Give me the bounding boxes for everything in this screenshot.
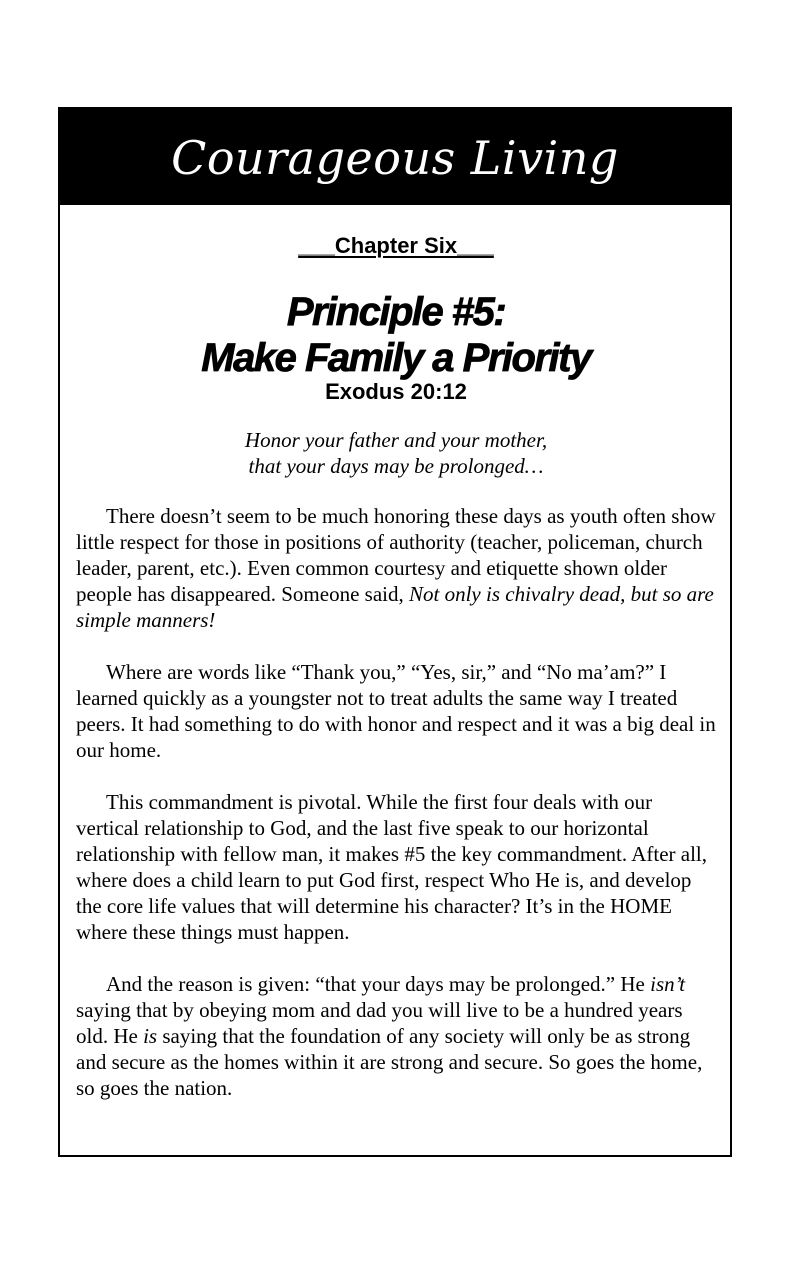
chapter-heading [76, 233, 716, 259]
scripture-verse [76, 427, 716, 479]
paragraph-4-part-e: saying that the foundation of any society will only be as strong and secure as the homes within it are strong and secure. So goes the home, so goes the nation. [76, 1024, 703, 1100]
paragraph-1 [76, 503, 716, 633]
paragraph-2-text: Where are words like “Thank you,” “Yes, sir,” and “No ma’am?” I learned quickly as a youngster not to treat adults the same way I treated peers. It had something to do with honor and respect and it was a big deal in our home. [76, 660, 716, 762]
book-title: Courageous Living [171, 131, 619, 185]
chapter-label: ___Chapter Six___ [298, 233, 494, 258]
paragraph-4-italic-isnt: isn’t [650, 972, 686, 996]
paragraph-3-text: This commandment is pivotal. While the first four deals with our vertical relationship to God, and the last five speak to our horizontal relationship with fellow man, it makes #5 the key commandment. After all, where does a child learn to put God first, respect Who He is, and develop the core life values that will determine his character? It’s in the HOME where these things must happen. [76, 790, 708, 944]
paragraph-2 [76, 659, 716, 763]
principle-line-2: Make Family a Priority [201, 336, 591, 380]
scripture-reference: Exodus 20:12 [325, 379, 467, 404]
paragraph-4-part-a: And the reason is given: “that your days may be prolonged.” He [106, 972, 651, 996]
chapter-content [60, 233, 730, 1101]
paragraph-4-italic-is: is [143, 1024, 158, 1048]
paragraph-4-part-c: saying that by obeying mom and dad you will live to be a hundred years old. He [76, 998, 683, 1048]
paragraph-3 [76, 789, 716, 945]
verse-line-2: that your days may be prolonged… [248, 454, 544, 478]
page-frame [58, 107, 732, 1157]
principle-line-1: Principle #5: [286, 290, 506, 334]
paragraph-1-italic: Not only is chivalry dead, but so are simple manners! [76, 582, 714, 632]
paragraph-1-text: There doesn’t seem to be much honoring these days as youth often show little respect for those in positions of authority (teacher, policeman, church leader, parent, etc.). Even common courtesy and etiquette shown older people has disappeared. Someone said, [76, 504, 716, 606]
verse-line-1: Honor your father and your mother, [244, 428, 548, 452]
principle-title [76, 289, 716, 381]
paragraph-4 [76, 971, 716, 1101]
header-band [60, 109, 730, 205]
